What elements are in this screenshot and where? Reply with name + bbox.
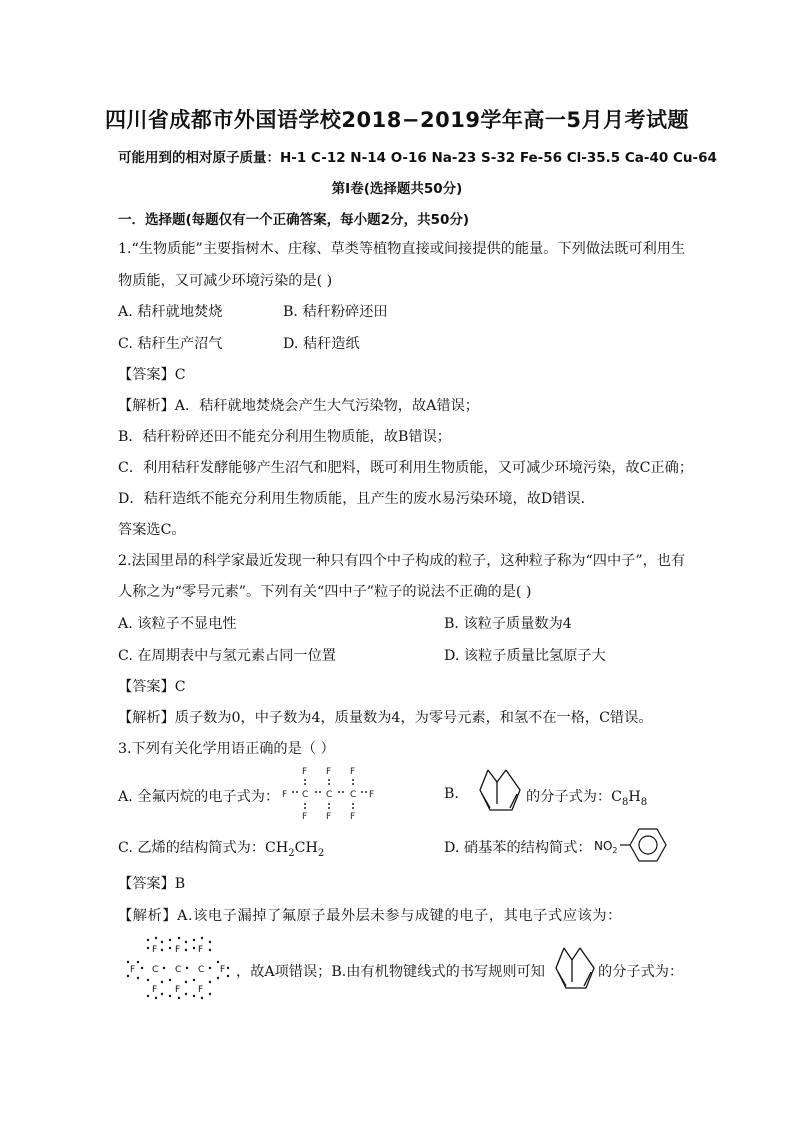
q3-option-a: A. 全氟丙烷的电子式为：	[118, 789, 280, 805]
q1-analysis-line: D．秸秆造纸不能充分利用生物质能，且产生的废水易污染环境，故D错误．	[118, 491, 595, 507]
svg-text:C: C	[350, 790, 357, 800]
svg-text:C: C	[198, 965, 205, 975]
svg-text:F: F	[282, 790, 288, 800]
q3-analysis-line2-end: 的分子式为：	[598, 964, 684, 980]
svg-text:C: C	[326, 790, 333, 800]
q3-option-d: D. 硝基苯的结构简式：	[444, 840, 592, 856]
bicyclic-diene-structure	[470, 766, 524, 816]
q3-answer: 【答案】B	[118, 876, 186, 892]
svg-text:F: F	[198, 985, 204, 995]
svg-text:C: C	[175, 965, 182, 975]
svg-text:F: F	[326, 767, 332, 777]
q1-option-a: A. 秸秆就地焚烧	[118, 304, 223, 320]
perfluoropropane-electron-formula	[276, 764, 380, 822]
svg-text:F: F	[369, 790, 375, 800]
q2-answer: 【答案】C	[118, 679, 186, 695]
q2-stem-line1: 2.法国里昂的科学家最近发现一种只有四个中子构成的粒子，这种粒子称为“四中子”，也有	[118, 553, 686, 569]
q3-stem: 3.下列有关化学用语正确的是（ ）	[118, 741, 335, 757]
q1-analysis-line: C．利用秸秆发酵能够产生沼气和肥料，既可利用生物质能，又可减少环境污染，故C正确；	[118, 460, 694, 476]
q2-option-c: C. 在周期表中与氢元素占同一位置	[118, 648, 336, 664]
q3-analysis-line2: ，故A项错误；B.由有机物键线式的书写规则可知	[236, 964, 545, 980]
svg-text:F: F	[175, 985, 181, 995]
q1-analysis-line: 答案选C。	[118, 522, 186, 538]
q1-option-c: C. 秸秆生产沼气	[118, 336, 223, 352]
corrected-electron-formula	[124, 930, 232, 1002]
svg-text:NO2: $NO_2$	[594, 839, 618, 855]
q3-option-b-label: B.	[444, 786, 459, 802]
q1-answer: 【答案】C	[118, 367, 186, 383]
q1-stem-line1: 1.“生物质能”主要指树木、庄稼、草类等植物直接或间接提供的能量。下列做法既可利用生	[118, 241, 686, 257]
svg-text:C: C	[152, 965, 159, 975]
svg-text:C: C	[302, 790, 309, 800]
svg-text:F: F	[175, 945, 181, 955]
bicyclic-diene-structure-2	[546, 944, 598, 994]
q2-option-a: A. 该粒子不显电性	[118, 616, 237, 632]
page-title: 四川省成都市外国语学校2018−2019学年高一5月月考试题	[104, 108, 690, 132]
svg-text:F: F	[152, 945, 158, 955]
svg-text:F: F	[302, 767, 308, 777]
q1-option-b: B. 秸秆粉碎还田	[283, 304, 388, 320]
nitrobenzene-structure	[592, 823, 674, 865]
q1-analysis-line: 【解析】A．秸秆就地焚烧会产生大气污染物，故A错误；	[118, 398, 479, 414]
svg-text:F: F	[152, 985, 158, 995]
q2-stem-line2: 人称之为“零号元素”。下列有关“四中子”粒子的说法不正确的是( )	[118, 584, 532, 600]
section-heading: 一．选择题(每题仅有一个正确答案，每小题2分，共50分)	[118, 212, 470, 228]
svg-text:F: F	[302, 812, 308, 822]
q2-analysis: 【解析】质子数为0，中子数为4，质量数为4，为零号元素，和氢不在一格，C错误。	[118, 710, 653, 726]
q2-option-b: B. 该粒子质量数为4	[444, 616, 572, 632]
svg-text:F: F	[198, 945, 204, 955]
q3-analysis-line1: 【解析】A.该电子漏掉了氟原子最外层未参与成键的电子，其电子式应该为：	[118, 908, 622, 924]
q1-stem-line2: 物质能，又可减少环境污染的是( )	[118, 273, 333, 289]
q3-option-b-text: 的分子式为：$C_8H_8$	[526, 789, 648, 808]
q1-option-d: D. 秸秆造纸	[283, 336, 360, 352]
svg-text:F: F	[350, 812, 356, 822]
svg-text:F: F	[220, 965, 226, 975]
q3-option-c: C. 乙烯的结构简式为：$CH_2CH_2$	[118, 840, 325, 859]
svg-text:F: F	[326, 812, 332, 822]
svg-text:F: F	[130, 965, 136, 975]
svg-text:F: F	[350, 767, 356, 777]
q1-analysis-line: B．秸秆粉碎还田不能充分利用生物质能，故B错误；	[118, 429, 451, 445]
volume-heading: 第Ⅰ卷(选择题共50分)	[331, 181, 463, 197]
atomic-masses: 可能用到的相对原子质量：H-1 C-12 N-14 O-16 Na-23 S-32 Fe-56 Cl-35.5 Ca-40 Cu-64	[118, 150, 717, 166]
q2-option-d: D. 该粒子质量比氢原子大	[444, 648, 606, 664]
